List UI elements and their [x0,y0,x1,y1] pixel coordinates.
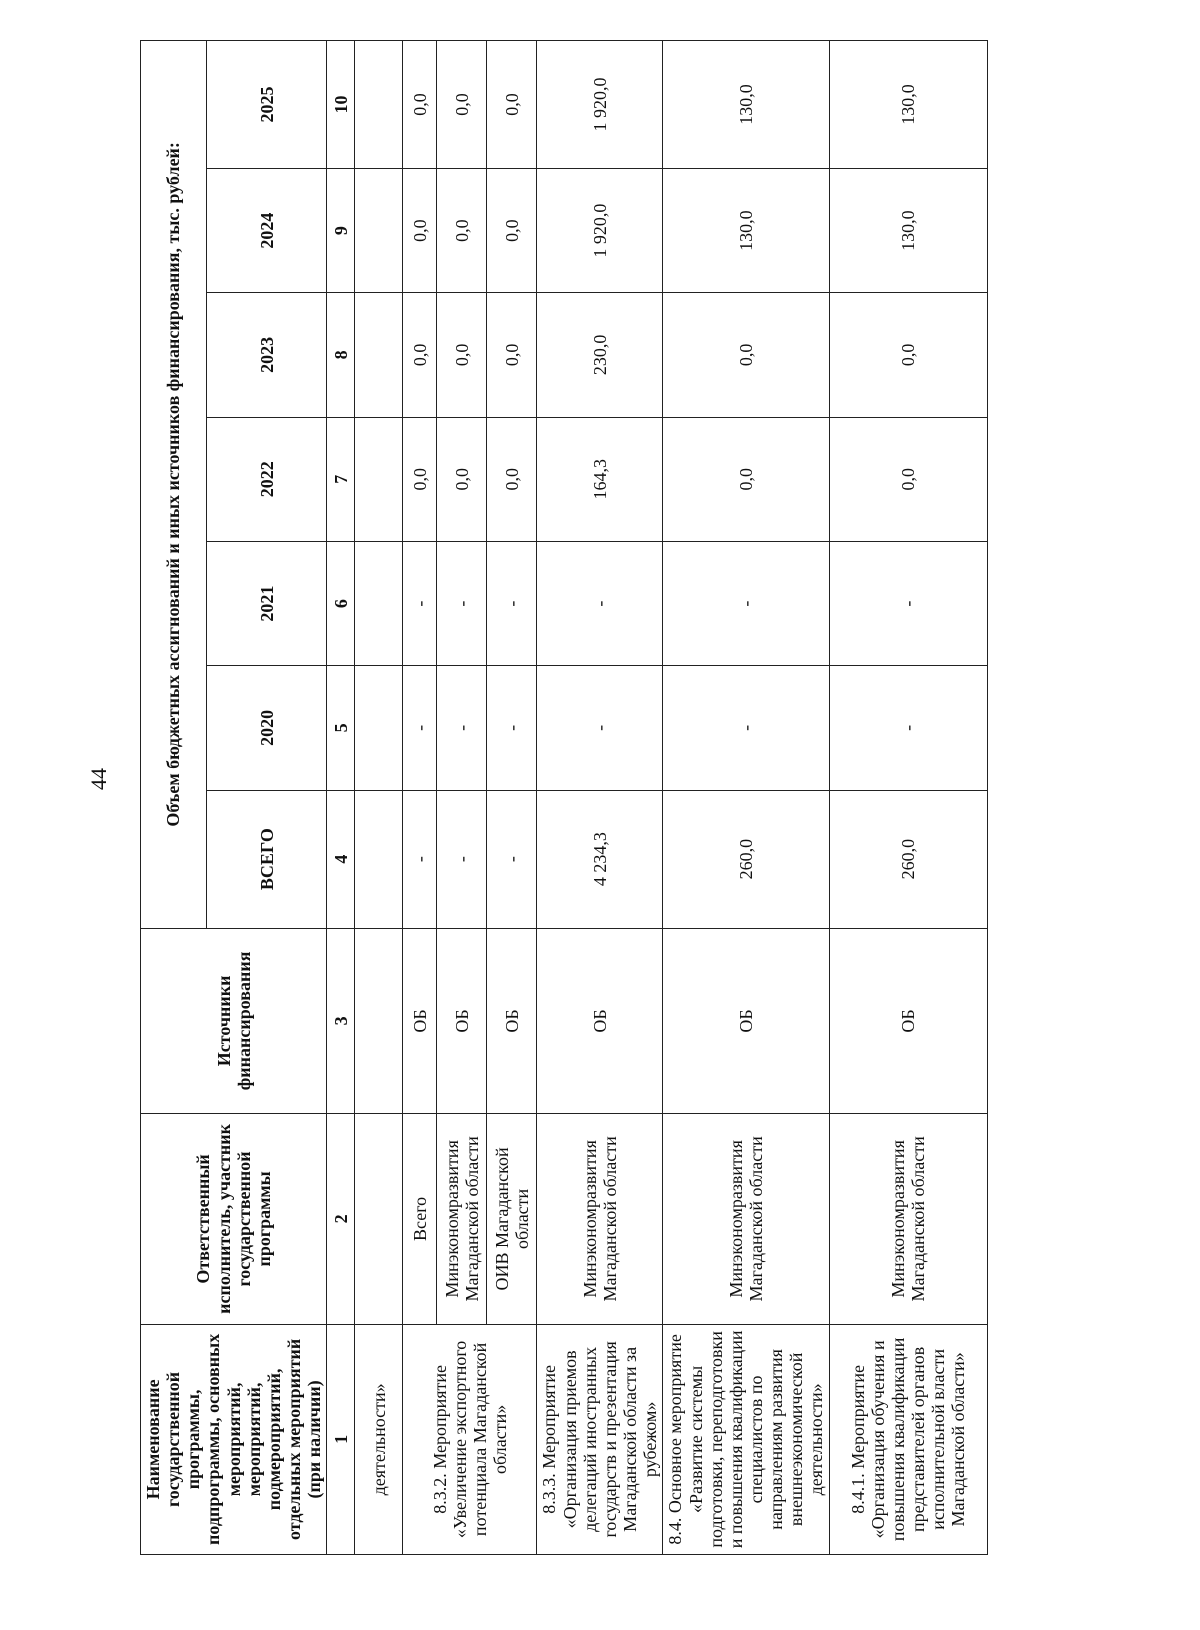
source: ОБ [537,928,663,1113]
value-2022: 0,0 [829,417,987,541]
value-2020: - [829,666,987,790]
source: ОБ [403,928,437,1113]
col-number: 8 [327,293,355,417]
source: ОБ [487,928,537,1113]
value-2025: 130,0 [829,41,987,169]
table-row [663,41,829,1555]
value-2021: - [829,541,987,665]
executor: Всего [403,1114,437,1325]
rotated-table-wrapper [140,40,969,1555]
column-number-row [327,41,355,1555]
table-row [403,41,437,1555]
value-2024: 0,0 [403,168,437,292]
empty-cell [355,928,403,1113]
value-total: - [403,790,437,928]
value-2021: - [537,541,663,665]
col-number: 10 [327,41,355,169]
col-number: 6 [327,541,355,665]
header-financing-group: Объем бюджетных ассигнований и иных источников финансирования, тыс. рублей: [141,41,207,929]
empty-cell [355,541,403,665]
col-number: 1 [327,1324,355,1554]
value-2021: - [487,541,537,665]
col-number: 3 [327,928,355,1113]
executor: ОИВ Магаданской области [487,1114,537,1325]
col-number: 4 [327,790,355,928]
value-2025: 130,0 [663,41,829,169]
col-number: 5 [327,666,355,790]
source: ОБ [437,928,487,1113]
header-year-2023: 2023 [207,293,327,417]
empty-cell [355,168,403,292]
empty-cell [355,293,403,417]
value-2025: 0,0 [403,41,437,169]
value-2021: - [663,541,829,665]
value-2024: 0,0 [437,168,487,292]
header-year-2020: 2020 [207,666,327,790]
value-2023: 230,0 [537,293,663,417]
col-number: 2 [327,1114,355,1325]
table-row [355,41,403,1555]
empty-cell [355,1114,403,1325]
value-2023: 0,0 [487,293,537,417]
page-number: 44 [86,768,111,790]
value-2023: 0,0 [829,293,987,417]
value-2024: 1 920,0 [537,168,663,292]
executor: Минэкономразвития Магаданской области [829,1114,987,1325]
value-total: - [487,790,537,928]
value-2022: 0,0 [487,417,537,541]
row-title: 8.4.1. Мероприятие «Организация обучения и повышения квалификации представителей органов исполнительной власти Магаданской области» [829,1324,987,1554]
header-year-2022: 2022 [207,417,327,541]
value-2023: 0,0 [437,293,487,417]
value-2023: 0,0 [663,293,829,417]
value-2020: - [537,666,663,790]
executor: Минэкономразвития Магаданской области [437,1114,487,1325]
header-year-2025: 2025 [207,41,327,169]
value-2022: 0,0 [437,417,487,541]
source: ОБ [829,928,987,1113]
row-title: 8.3.2. Мероприятие «Увеличение экспортного потенциала Магаданской области» [403,1324,537,1554]
table-row [829,41,987,1555]
row-title: 8.4. Основное мероприятие «Развитие системы подготовки, переподготовки и повышения квалификации специалистов по направлениям развития внешнеэкономической деятельности» [663,1324,829,1554]
value-2024: 130,0 [663,168,829,292]
empty-cell [355,417,403,541]
header-col3: Источники финансирования [141,928,327,1113]
executor: Минэкономразвития Магаданской области [537,1114,663,1325]
value-2020: - [487,666,537,790]
header-year-2024: 2024 [207,168,327,292]
header-col1: Наименование государственной программы, подпрограммы, основных мероприятий, мероприятий, подмероприятий, отдельных мероприятий (при наличии) [141,1324,327,1554]
value-2022: 0,0 [403,417,437,541]
value-2021: - [437,541,487,665]
value-2024: 130,0 [829,168,987,292]
header-col2: Ответственный исполнитель, участник государственной программы [141,1114,327,1325]
financing-table [140,40,988,1555]
col-number: 9 [327,168,355,292]
empty-cell [355,41,403,169]
value-2020: - [403,666,437,790]
empty-cell [355,666,403,790]
value-2020: - [663,666,829,790]
row-title: 8.3.3. Мероприятие «Организация приемов делегаций иностранных государств и презентация Магаданской области за рубежом» [537,1324,663,1554]
table-row [537,41,663,1555]
value-2021: - [403,541,437,665]
value-2025: 0,0 [437,41,487,169]
row-title: деятельности» [355,1324,403,1554]
col-number: 7 [327,417,355,541]
value-2025: 1 920,0 [537,41,663,169]
value-total: 4 234,3 [537,790,663,928]
value-2024: 0,0 [487,168,537,292]
executor: Минэкономразвития Магаданской области [663,1114,829,1325]
value-2023: 0,0 [403,293,437,417]
value-total: 260,0 [829,790,987,928]
value-2022: 164,3 [537,417,663,541]
source: ОБ [663,928,829,1113]
value-2022: 0,0 [663,417,829,541]
value-2020: - [437,666,487,790]
header-year-2021: 2021 [207,541,327,665]
empty-cell [355,790,403,928]
value-2025: 0,0 [487,41,537,169]
header-year-total: ВСЕГО [207,790,327,928]
value-total: - [437,790,487,928]
value-total: 260,0 [663,790,829,928]
